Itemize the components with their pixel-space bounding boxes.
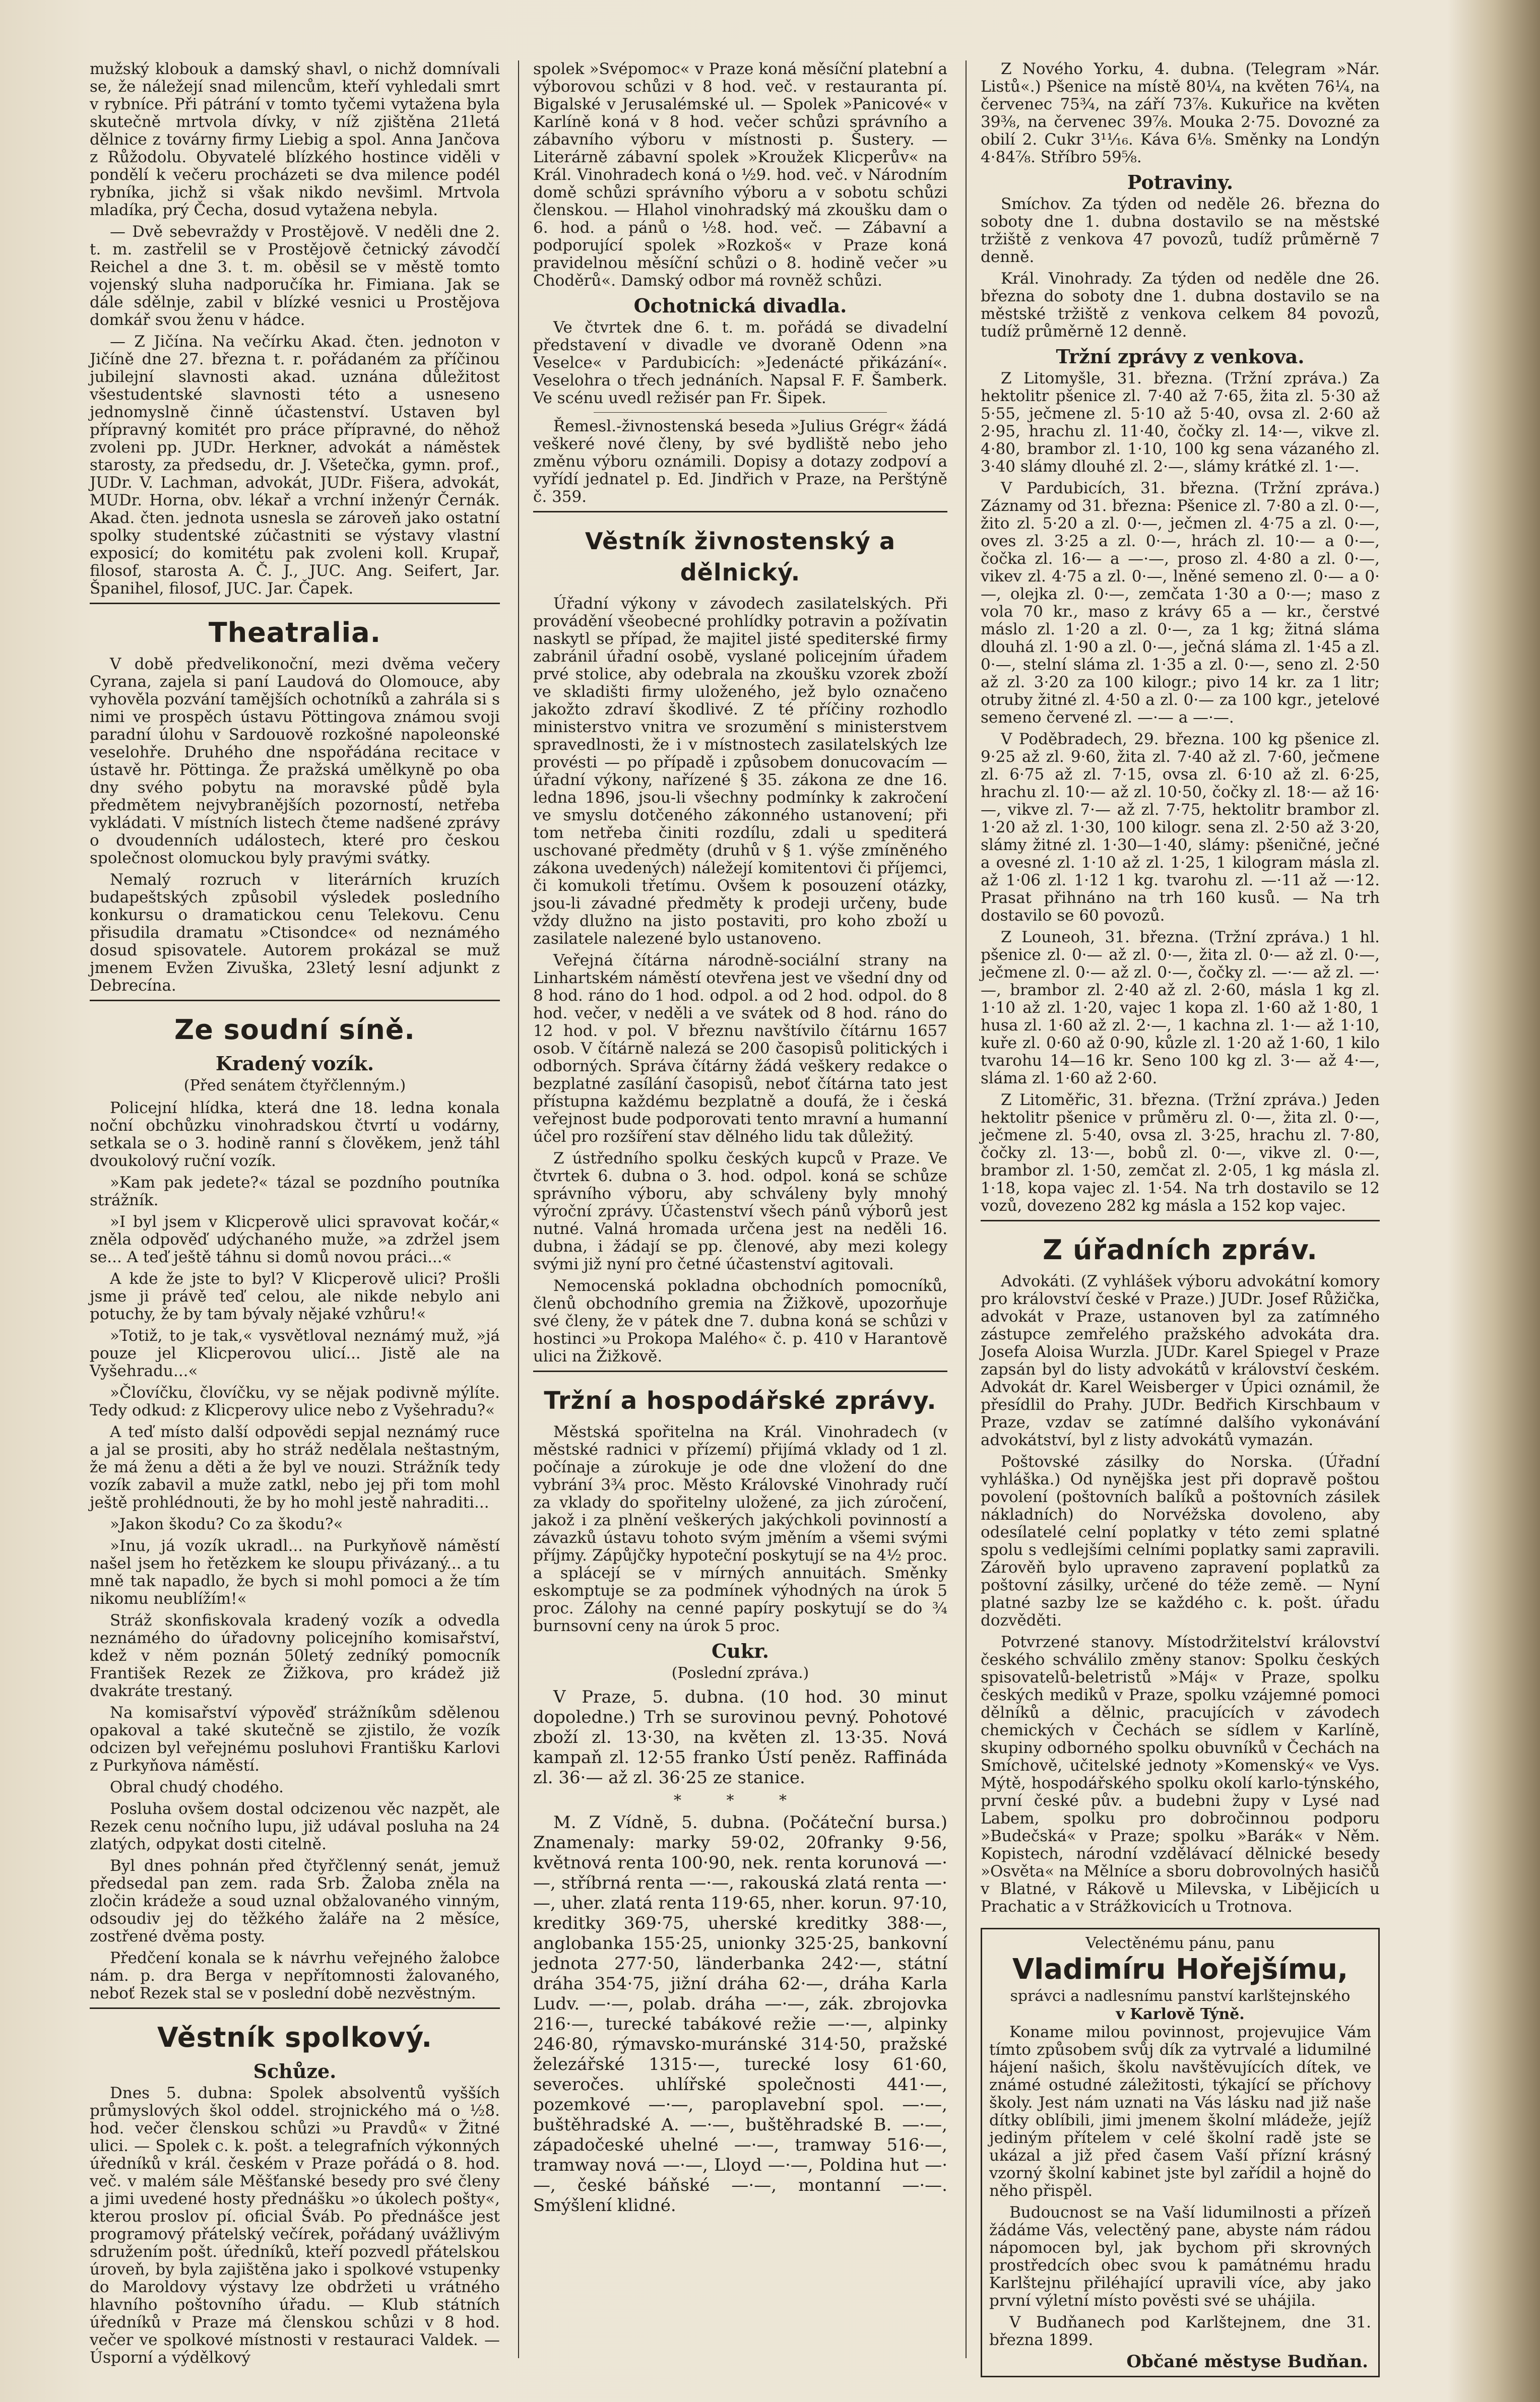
article-paragraph: Na komisařství výpověď strážníkům sdělenou opakoval a také skutečně se zjistilo, že vozík odcizen byl veřejnému posluhovi Františku Karlovi z Purkyňova náměstí.: [90, 1704, 500, 1775]
article-paragraph: Řemesl.-živnostenská beseda »Julius Grégr« žádá veškeré nové členy, by své bydliště nebo jeho změnu výboru oznámili. Dopisy a dotazy zodpoví a vyřídí jednatel p. Ed. Jindřich v Praze, na Perštýně č. 359.: [533, 417, 947, 506]
article-paragraph: Byl dnes pohnán před čtyřčlenný senát, jemuž předsedal pan zem. rada Srb. Žaloba zněla na zločin krádeže a soud uznal obžalovaného vinným, odsoudiv jej do těžkého žaláře na 2 měsíce, zostřené dvěma posty.: [90, 1857, 500, 1945]
notice-position: správci a nadlesnímu panství karlštejnského: [1010, 1987, 1351, 2005]
article-paragraph: Z Nového Yorku, 4. dubna. (Telegram »Nár. Listů«.) Pšenice na místě 80¼, na květen 76¼, na červenec 75¾, na září 73⅞. Kukuřice na květen 39⅜, na červenec 39⅞. Mouka 2·75. Dovozné za obilí 2. Cukr 3¹¹⁄₁₆. Káva 6⅛. Směnky na Londýn 4·84⅞. Stříbro 59⅝.: [981, 60, 1380, 166]
article-paragraph: V době předvelikonoční, mezi dvěma večery Cyrana, zajela si paní Laudová do Olomouce, aby vyhověla pozvání tamějších ochotníků a zahrála si s nimi ve prospěch ústavu Pöttingova známou svoji paradní úlohu v Sardouově rozkošné napoleonské veselohře. Druhého dne nspořádána recitace v ústavě hr. Pöttinga. Že pražská umělkyně po oba dny svého pobytu na moravské půdě byla předmětem nejvybranějších pozorností, netřeba vykládati. V místních listech čteme nadšené zprávy o dvoudenních událostech, které pro českou společnost olomuckou byly pravými svátky.: [90, 655, 500, 867]
section-heading-trade: Věstník živnostenský a dělnický.: [585, 528, 895, 586]
article-paragraph: Z ústředního spolku českých kupců v Praze. Ve čtvrtek 6. dubna o 3. hod. odpol. koná se schůze správního výboru, aby schváleny byly mnohý výroční zprávy. Účastenství všech pánů výborů jest nutné. Valná hromada určena jest na neděli 16. dubna, i žádají se pp. členové, aby mezi kolegy svými již nyní pro četné účastenství agitovali.: [533, 1149, 947, 1273]
article-title: Tržní zprávy z venkova.: [1056, 345, 1305, 368]
article-paragraph: Z Louneoh, 31. března. (Tržní zpráva.) 1 hl. pšenice zl. 0·— až zl. 0·—, žita zl. 0·— až zl. 0·—, ječmene zl. 0·— až zl. 0·—, čočky zl. —·— až zl. —·—, brambor zl. 2·40 až zl. 2·60, másla 1 kg zl. 1·10 až zl. 1·20, vajec 1 kopa zl. 1·60 až 1·80, 1 husa zl. 1·60 až zl. 2·—, 1 kachna zl. 1·— až 1·10, kuře zl. 0·60 až 0·90, kůzle zl. 1·20 až 1·60, 1 kilo tvarohu 14—16 kr. Seno 100 kg zl. 3·— až 4·—, sláma zl. 1·60 až 2·60.: [981, 928, 1380, 1087]
divider: [90, 2007, 500, 2009]
middle-column: [518, 60, 961, 2358]
separator-stars: * * *: [673, 1792, 807, 1809]
article-paragraph: Dnes 5. dubna: Spolek absolventů vyšších průmyslových škol oddel. strojnického má o ½8. hod. večer členskou schůzi »u Pravdů« v Žitné ulici. — Spolek c. k. pošt. a telegrafních výkonných úředníků v král. českém v Praze pořádá o 8. hod. več. v malém sále Měšťanské besedy pro své členy a jimi uvedené hosty přednášku »o úkolech pošty«, kterou proslov pí. oficial Šváb. Po přednášce jest programový přátelský večírek, pořádaný uvážlivým sdružením pošt. úředníků, kteří pozvedl přátelskou úroveň, by byla zajištěna jako i spolkové vstupenky do Maroldovy výstavy lze obdržeti u vrátného hlavního poštovního úřadu. — Klub státních úředníků v Praze má členskou schůzi v 8 hod. večer ve spolkové místnosti v restauraci Valdek. — Úsporní a výdělkový: [90, 2084, 500, 2367]
article-title: Kradený vozík.: [215, 1052, 374, 1075]
article-paragraph: Stráž skonfiskovala kradený vozík a odvedla neznámého do úřadovny policejního komisařství, kdež v něm poznán 50letý zedníký pomocník František Rezek ze Žižkova, pro krádež již dvakráte trestaný.: [90, 1611, 500, 1700]
article-paragraph: Z Litomyšle, 31. března. (Tržní zpráva.) Za hektolitr pšenice zl. 7·40 až 7·65, žita zl. 5·30 až 5·55, ječmene zl. 5·10 až 5·40, ovsa zl. 2·60 až 2·95, hrachu zl. 11·40, čočky zl. 14·—, vikve zl. 4·80, brambor zl. 1·10, 100 kg sena vázaného zl. 3·40 slámy dlouhé zl. 2·—, slámy krátké zl. 1·—.: [981, 369, 1380, 476]
public-notice-box: [981, 1928, 1380, 2377]
article-title: Ochotnická divadla.: [633, 294, 847, 317]
article-paragraph: spolek »Svépomoc« v Praze koná měsíční platební a výborovou schůzi v 8 hod. več. v restauranta pí. Bigalské v Jerusalémské ul. — Spolek »Panicové« v Karlíně koná v 8 hod. večer schůzi správního a zábavního výboru v místnosti p. Šustery. — Literárně zábavní spolek »Kroužek Klicperův« na Král. Vinohradech koná o ½9. hod. več. v Národním domě schůzi správního výboru a v sobotu schůzi členskou. — Hlahol vinohradský má zkoušku dam o 6. hod. a pánů o ½8. hod. več. — Zábavní a podporující spolek »Rozkoš« v Praze koná pravidelnou měsíční schůzi o 8. hodině večer »u Choděrů«. Damský odbor má rovněž schůzi.: [533, 60, 947, 290]
article-title: Schůze.: [253, 2060, 337, 2083]
article-paragraph: Potvrzené stanovy. Místodržitelství království českého schválilo změny stanov: Spolku českých spisovatelů-beletristů »Máj« v Praze, spolku českých mediků v Praze, spolku vzájemné pomoci dělníků a dělnic, pracujících v závodech chemických v Čechách se sídlem v Karlíně, skupiny odborného spolku obuvníků v Čechách na Smíchově, učitelské jednoty »Komenský« ve Vys. Mýtě, hospodářského spolku okolí karlo-týnského, první české pův. a budebni župy v Lysé nad Labem, spolku pro dobročinnou podporu »Budečská« v Praze; spolku »Barák« v Něm. Kopistech, národní vzdělávací dělnické besedy »Osvěta« na Mělníce a sboru dobrovolných hasičů v Blatné, v Rákově u Milevska, v Libějicích u Prachatic a v Strážkovicích u Trotnova.: [981, 1633, 1380, 1916]
article-paragraph: Předčení konala se k návrhu veřejného žalobce nám. p. dra Berga v nepřítomnosti žalovaného, neboť Rezek stal se v poslední době nezvěstným.: [90, 1949, 500, 2002]
article-title: Potraviny.: [1127, 171, 1234, 193]
article-paragraph: A kde že jste to byl? V Klicperově ulici? Prošli jsme ji právě teď celou, ale nikde nebylo ani potuchy, že by tam bývaly nějaké vzhůru!«: [90, 1270, 500, 1323]
article-paragraph: M. Z Vídně, 5. dubna. (Počáteční bursa.) Znamenaly: marky 59·02, 20franky 9·56, květnová renta 100·90, nek. renta korunová —·—, stříbrná renta —·—, rakouská zlatá renta —·—, uher. zlatá renta 119·65, nher. korun. 97·10, kreditky 369·75, uherské kreditky 388·—, anglobanka 155·25, unionky 325·25, bankovní jednota 277·50, länderbanka 242·—, státní dráha 354·75, jižní dráha 62·—, dráha Karla Ludv. —·—, polab. dráha —·—, zák. zbrojovka 216·—, turecké tabákové režie —·—, alpinky 246·80, rýmavsko-muránské 314·50, pražské železářské 1315·—, turecké losy 61·60, severočes. uhlířské společnosti 441·—, pozemkové —·—, paroplavební spol. —·—, buštěhradské A. —·—, buštěhradské B. —·—, západočeské uhelné —·—, tramway 516·—, tramway nová —·—, Lloyd —·—, Poldina hut —·—, české báňské —·—, montanní —·—. Smýšlení klidné.: [533, 1812, 947, 2216]
article-paragraph: »Kam pak jedete?« tázal se pozdního poutníka strážník.: [90, 1174, 500, 1209]
article-paragraph: Poštovské zásilky do Norska. (Úřadní vyhláška.) Od nynějška jest při dopravě poštou povolení (poštovních balíků a poštovních zásilek nákladních) do Norvéžska dovoleno, aby odesílatelé celní poplatky v této zemi splatné spolu s vedlejšími celními poplatky sami zapravili. Zárověň bylo upraveno zapravení poplatků za poštovní zásilky, určené do téže země. — Nyní platné sazby lze se každého c. k. pošt. úřadu dozvěděti.: [981, 1453, 1380, 1630]
notice-date: V Budňanech pod Karlštejnem, dne 31. března 1899.: [989, 2313, 1371, 2349]
article-paragraph: Obral chudý chodého.: [110, 1778, 284, 1796]
notice-addressee: Vladimíru Hořejšímu,: [1012, 1953, 1349, 1986]
notice-salutation: Velectěnému pánu, panu: [1085, 1934, 1275, 1952]
article-paragraph: Veřejná čítárna národně-sociální strany na Linhartském náměstí otevřena jest ve všední dny od 8 hod. ráno do 1 hod. odpol. a od 2 hod. odpol. do 8 hod. večer, v neděli a ve svátek od 8 hod. ráno do 12 hod. v pol. V březnu navštívilo čítárnu 1657 osob. V čítárně nalezá se 200 časopisů politických i odborných. Správa čítárny žádá veškery redakce o bezplatné zasílání časopisů, neboť čítárna tato jest přístupna každému bezplatně a doufá, že i česká veřejnost bude podporovati tento mravní a humanní účel pro rozšíření stav dělného lidu tak důležitý.: [533, 951, 947, 1146]
divider: [90, 603, 500, 604]
article-paragraph: Z Litoměřic, 31. března. (Tržní zpráva.) Jeden hektolitr pšenice v průměru zl. 0·—, žita zl. 0·—, ječmene zl. 5·40, ovsa zl. 3·25, hrachu zl. 7·80, čočky zl. 13·—, bobů zl. 0·—, vikve zl. 0·—, brambor zl. 1·50, zemčat zl. 2·05, 1 kg másla zl. 1·18, kopa vajec zl. 1·54. Na trh dostavilo se 12 vozů, dovezeno 282 kg másla a 152 kop vajec.: [981, 1091, 1380, 1215]
article-paragraph: »Jakon škodu? Co za škodu?«: [110, 1515, 343, 1533]
article-paragraph: »I byl jsem v Klicperově ulici spravovat kočár,« zněla odpověď udýchaného muže, »a zdržel jsem se... A teď ještě táhnu si domů novou práci...«: [90, 1213, 500, 1266]
article-paragraph: Nemocenská pokladna obchodních pomocníků, členů obchodního gremia na Žižkově, upozorňuje své členy, že v pátek dne 7. dubna koná se schůzi v hostinci »u Prokopa Malého« č. p. 410 v Harantově ulici na Žižkově.: [533, 1277, 947, 1366]
notice-place: v Karlově Týně.: [1116, 2005, 1245, 2023]
divider: [533, 1371, 947, 1372]
notice-paragraph: Koname milou povinnost, projevujice Vám tímto způsobem svůj dík za vytrvalé a lidumilné hájení našich, školu navštěvujících dítek, ve známé ostudné záležitosti, týkající se příchovy školy. Jest nám uznati na Vás lásku nad již naše dítky oblíbili, jimi jmenem školní mládeže, jejíž jediným přítelem v celé školní radě jste se ukázal a již před časem Vaší přízní krásný vzorný školní kabinet jste byl zařídil a hojně do něho přispěl.: [989, 2023, 1371, 2200]
left-column: [76, 60, 514, 2367]
right-column: [966, 60, 1394, 2372]
article-paragraph: V Poděbradech, 29. března. 100 kg pšenice zl. 9·25 až zl. 9·60, žita zl. 7·40 až zl. 7·60, ječmene zl. 6·75 až zl. 7·15, ovsa zl. 6·10 až zl. 6·25, hrachu zl. 10·— až zl. 10·50, čočky zl. 18·— až 16·—, vikve zl. 7·— až zl. 7·75, hektolitr brambor zl. 1·20 až zl. 1·30, 100 kilogr. sena zl. 2·50 až 3·20, slámy žitné zl. 1·30—1·40, slámy: pšeničné, ječné a ovesné zl. 1·10 až zl. 1·25, 1 kilogram másla zl. až 1·06 zl. 1·12 1 kg. tvarohu zl. —·11 až —·12. Prasat přihnáno na trh 160 kusů. — Na trh dostavilo se 60 povozů.: [981, 730, 1380, 925]
section-heading-market: Tržní a hospodářské zprávy.: [544, 1387, 937, 1415]
article-paragraph: Advokáti. (Z vyhlášek výboru advokátní komory pro království české v Praze.) JUDr. Josef Růžička, advokát v Praze, ustanoven byl za zatímného zástupce zemřelého pražského advokáta dra. Josefa Aloisa Wurzla. JUDr. Karel Spiegel v Praze zapsán byl do listy advokátů v království českém. Advokát dr. Karel Weisberger v Úpici oznámil, že přesídlil do Prahy. JUDr. Bedřich Kirschbaum v Praze, vzdav se zatímné dalšího vykonávání advokátství, byl z listy advokátů vymazán.: [981, 1272, 1380, 1449]
section-heading-official: Z úřadních zpráv.: [1043, 1234, 1318, 1266]
article-paragraph: mužský klobouk a damský shavl, o nichž domnívali se, že náležejí snad milencům, kteří vyhledali smrt v rybníce. Při pátrání v tomto tyčemi vytažena byla skutečně mrtvola dívky, v níž zjištěna 21letá dělnice z továrny firmy Liebig a spol. Anna Jančova z Růžodolu. Obyvatelé blízkého hostince viděli v pondělí k večeru procházeti se dva milence podél rybníka, jichž si však nikdo nevšiml. Mrtvola mladíka, prý Čecha, dosud vytažena nebyla.: [90, 60, 500, 219]
article-subtitle: (Před senátem čtyřčlenným.): [183, 1077, 406, 1094]
article-subtitle: (Poslední zpráva.): [671, 1664, 809, 1682]
article-paragraph: Král. Vinohrady. Za týden od neděle dne 26. března do soboty dne 1. dubna dostavilo se na městské tržiště z venkova celkem 84 povozů, tudíž průměrně 12 denně.: [981, 270, 1380, 341]
article-title: Cukr.: [712, 1640, 769, 1662]
divider: [594, 412, 887, 413]
article-paragraph: A teď místo další odpovědi sepjal neznámý ruce a jal se prositi, aby ho stráž nedělala neštastným, že má ženu a děti a že byl ve nouzi. Strážník tedy vozík zabavil a muže zatkl, nebo jej při tom mohl ještě prohlédnouti, že by ho mohl jestě nahraditi...: [90, 1423, 500, 1512]
article-paragraph: Městská spořitelna na Král. Vinohradech (v městské radnici v přízemí) přijímá vklady od 1 zl. počínaje a zúrokuje je ode dne vložení do dne vybrání 3¾ proc. Město Královské Vinohrady ručí za vklady do spořitelny uložené, za jich zúročení, jakož i za plnění veškerých jakýchkoli povinností a závazků ústavu tohoto svým jměním a všemi svými příjmy. Zápůjčky hypoteční poskytují se na 4½ proc. a splácejí se v mírných annuitách. Směnky eskomptuje se za podmínek výhodných na úrok 5 proc. Zálohy na cenné papíry poskytují se do ¾ burnsovní ceny na úrok 5 proc.: [533, 1423, 947, 1635]
article-paragraph: Policejní hlídka, která dne 18. ledna konala noční obchůzku vinohradskou čtvrtí u vodárny, setkala se o 3. hodině ranní s člověkem, jenž táhl dvoukolový ruční vozík.: [90, 1099, 500, 1170]
divider: [981, 1220, 1380, 1221]
section-heading-theatralia: Theatralia.: [208, 617, 381, 648]
article-paragraph: »Človíčku, človíčku, vy se nějak podivně mýlíte. Tedy odkud: z Klicperovy ulice nebo z Vyšehradu?«: [90, 1384, 500, 1419]
article-paragraph: Nemalý rozruch v literárních kruzích budapeštských způsobil výsledek posledního konkursu o dramatickou cenu Telekovu. Cenu přisudila dramatu »Ctisondce« od neznámého dosud spisovatele. Autorem prokázal se muž jmenem Evžen Zivuška, 23letý lesní adjunkt z Debrecína.: [90, 871, 500, 995]
notice-paragraph: Budoucnost se na Vaší lidumilnosti a přízeň žádáme Vás, velectěný pane, abyste nám rádou nápomocen byl, jak bychom při skrovných prostředcích obec svou k památnému hradu Karlštejnu přiléhající upravili více, aby jako první výletní místo pověsti své se uhájila.: [989, 2203, 1371, 2310]
section-heading-societies: Věstník spolkový.: [157, 2022, 432, 2053]
article-paragraph: »Inu, já vozík ukradl... na Purkyňově náměstí našel jsem ho řetězkem ke sloupu přivázaný... a tu mně tak napadlo, že bych si mohl pomoci a že tím nikomu neublížím!«: [90, 1537, 500, 1608]
article-paragraph: — Dvě sebevraždy v Prostějově. V neděli dne 2. t. m. zastřelil se v Prostějově četnický závodčí Reichel a dne 3. t. m. oběsil se v městě tomto vojenský sluha nadporučíka hr. Fimiana. Jak se dále sdělnje, zabil v blízké vesnici u Prostějova domkář svou ženu v hádce.: [90, 223, 500, 329]
article-paragraph: Smíchov. Za týden od neděle 26. března do soboty dne 1. dubna dostavilo se na městské tržiště z venkova 47 povozů, tudíž průměrně 7 denně.: [981, 195, 1380, 266]
divider: [90, 1000, 500, 1001]
article-paragraph: Úřadní výkony v závodech zasilatelských. Při provádění všeobecné prohlídky potravin a požívatin naskytl se případ, že majitel jisté spediterské firmy zabránil úřadní osobě, vyslané policejním úřadem prvé stolice, aby odebrala na zkoušku vzorek zboží ve skladišti firmy uloženého, jež bylo označeno jakožto zdraví škodlivé. Z té příčiny rozhodlo ministerstvo vnitra ve srozumění s ministerstvem spravedlnosti, že i v místnostech zasilatelských lze provésti — po případě i způsobem donucovacím — úřadní výkony, nařízené § 35. zákona ze dne 16. ledna 1896, jsou-li všechny podmínky k zakročení ve smyslu dotčeného zákonného ustanovení; při tom netřeba činiti rozdílu, zdali u spediterá uschované předměty (druhů v § 1. výše zmíněného zákona uvedených) náležejí komitentovi či příjemci, či komukoli třetímu. Ovšem k posouzení otázky, jsou-li závadné předměty k prodeji určeny, bude vždy dlužno na jisto postaviti, pro koho zboží u zasilatele nalezené bylo ustanoveno.: [533, 595, 947, 948]
article-paragraph: — Z Jičína. Na večírku Akad. čten. jednoton v Jičíně dne 27. března t. r. pořádaném za příčinou jubilejní slavnosti akad. uznána důležitost všestudentské slavnosti této a usneseno jednomyslně činně účastenství. Ustaven byl přípravný komitét pro práce přípravné, do něhož zvoleni pp. JUDr. Herkner, advokát a náměstek starosty, za předsedu, dr. J. Všetečka, gymn. prof., JUDr. V. Lachman, advokát, JUDr. Fišera, advokát, MUDr. Horna, obv. lékař a vrchní inženýr Černák. Akad. čten. jednota usnesla se zároveň jako ostatní spolky studentské zúčastniti se výstavy vlastní exposicí; do komitétu pak zvoleni koll. Krupař, filosof, starosta A. Č. J., JUC. Ang. Seifert, Jar. Španihel, filosof, JUC. Jar. Čapek.: [90, 333, 500, 598]
section-heading-court: Ze soudní síně.: [174, 1014, 415, 1046]
notice-signature: Občané městyse Budňan.: [1126, 2352, 1368, 2372]
article-paragraph: »Totiž, to je tak,« vysvětloval neznámý muž, »já pouze jel Klicperovou ulicí... Jistě ale na Vyšehradu...«: [90, 1327, 500, 1380]
divider: [533, 511, 947, 512]
article-paragraph: V Pardubicích, 31. března. (Tržní zpráva.) Záznamy od 31. března: Pšenice zl. 7·80 a zl. 0·—, žito zl. 5·20 a zl. 0·—, ječmen zl. 4·75 a zl. 0·—, oves zl. 3·25 a zl. 0·—, hrách zl. 10·— a 0·—, čočka zl. 16·— a —·—, proso zl. 4·80 a zl. 0·—, vikev zl. 4·75 a zl. 0·—, lněné semeno zl. 0·— a 0·—, olejka zl. 0·—, zemčata 1·30 a 0·—; maso z vola 70 kr., maso z krávy 65 a — kr., čerstvé máslo zl. 1·20 a zl. 0·—, za 1 kg; žitná sláma dlouhá zl. 1·90 a zl. 0·—, ječná sláma zl. 1·45 a zl. 0·—, stelní sláma zl. 1·35 a zl. 0·—, seno zl. 2·50 až zl. 3·20 za 100 kilogr.; pivo 14 kr. za 1 litr; otruby žitné zl. 4·50 a zl. 0·— za 100 kgr., jetelové semeno červené zl. —·— a —·—.: [981, 479, 1380, 727]
article-paragraph: V Praze, 5. dubna. (10 hod. 30 minut dopoledne.) Trh se surovinou pevný. Pohotové zboží zl. 13·30, na květen zl. 13·35. Nová kampaň zl. 12·55 franko Ústí peněz. Raffináda zl. 36·— až zl. 36·25 ze stanice.: [533, 1687, 947, 1788]
article-paragraph: Ve čtvrtek dne 6. t. m. pořádá se divadelní představení v divadle ve dvoraně Odenn »na Veselce« v Pardubicích: »Jedenácté přikázání«. Veselohra o třech jednáních. Napsal F. F. Šamberk. Ve scénu uvedl režisér pan Fr. Šipek.: [533, 318, 947, 407]
article-paragraph: Posluha ovšem dostal odcizenou věc nazpět, ale Rezek cenu nočního lupu, již udával posluha na 24 zlatých, odpykat dosti citelně.: [90, 1800, 500, 1853]
